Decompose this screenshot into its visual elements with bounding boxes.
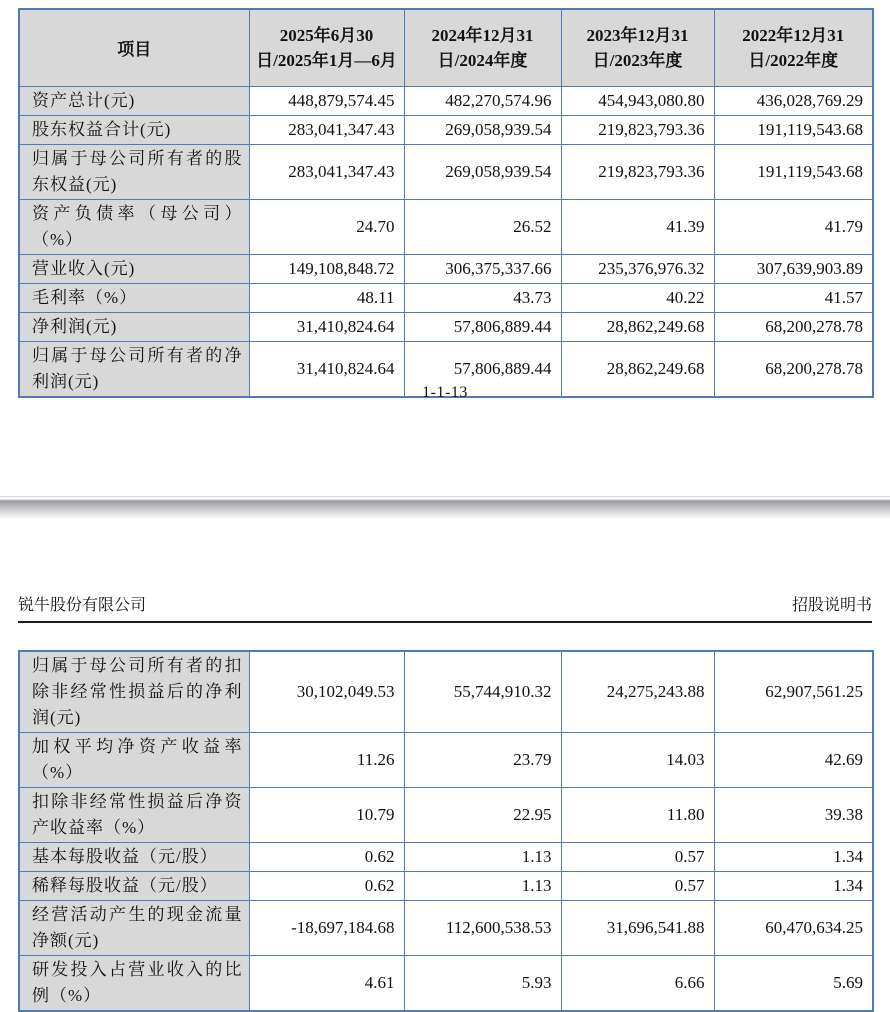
cell-value: 41.39 (561, 199, 714, 254)
cell-value: 269,058,939.54 (404, 144, 561, 199)
cell-value: 1.34 (714, 843, 873, 872)
table-row (19, 788, 873, 843)
table-row (19, 199, 873, 254)
cell-value: 57,806,889.44 (404, 341, 561, 397)
row-label: 归属于母公司所有者的净利润(元) (19, 341, 249, 397)
table-row (19, 115, 873, 144)
cell-value: 0.62 (249, 843, 404, 872)
cell-value: 14.03 (561, 733, 714, 788)
cell-value: 42.69 (714, 733, 873, 788)
financial-summary-table-part1 (18, 8, 874, 398)
page2-table-section (18, 650, 874, 1012)
cell-value: 269,058,939.54 (404, 115, 561, 144)
cell-value: 11.80 (561, 788, 714, 843)
table-row (19, 312, 873, 341)
cell-value: 39.38 (714, 788, 873, 843)
row-label: 归属于母公司所有者的股东权益(元) (19, 144, 249, 199)
cell-value: 235,376,976.32 (561, 254, 714, 283)
table-row (19, 843, 873, 872)
cell-value: 28,862,249.68 (561, 312, 714, 341)
row-label: 稀释每股收益（元/股） (19, 872, 249, 901)
cell-value: 1.13 (404, 843, 561, 872)
table-row (19, 254, 873, 283)
cell-value: 283,041,347.43 (249, 115, 404, 144)
cell-value: 112,600,538.53 (404, 901, 561, 956)
cell-value: 40.22 (561, 283, 714, 312)
document-type-label: 招股说明书 (791, 597, 872, 614)
cell-value: 62,907,561.25 (714, 651, 873, 733)
company-name: 锐牛股份有限公司 (18, 597, 147, 614)
cell-value: 306,375,337.66 (404, 254, 561, 283)
page-number: 1-1-13 (422, 384, 468, 401)
table-row (19, 86, 873, 115)
cell-value: 31,410,824.64 (249, 341, 404, 397)
cell-value: 6.66 (561, 956, 714, 1012)
cell-value: 0.57 (561, 872, 714, 901)
cell-value: -18,697,184.68 (249, 901, 404, 956)
table-row (19, 283, 873, 312)
header-cell-2023: 2023年12月31日/2023年度 (561, 9, 714, 86)
row-label: 资产负债率（母公司）（%） (19, 199, 249, 254)
table-row (19, 651, 873, 733)
cell-value: 191,119,543.68 (714, 115, 873, 144)
row-label: 股东权益合计(元) (19, 115, 249, 144)
table-row (19, 733, 873, 788)
cell-value: 23.79 (404, 733, 561, 788)
page-break-separator (0, 496, 890, 518)
table-row (19, 872, 873, 901)
cell-value: 26.52 (404, 199, 561, 254)
cell-value: 0.62 (249, 872, 404, 901)
row-label: 扣除非经常性损益后净资产收益率（%） (19, 788, 249, 843)
row-label: 研发投入占营业收入的比例（%） (19, 956, 249, 1012)
cell-value: 11.26 (249, 733, 404, 788)
cell-value: 24,275,243.88 (561, 651, 714, 733)
cell-value: 283,041,347.43 (249, 144, 404, 199)
cell-value: 41.79 (714, 199, 873, 254)
cell-value: 31,696,541.88 (561, 901, 714, 956)
cell-value: 48.11 (249, 283, 404, 312)
cell-value: 68,200,278.78 (714, 312, 873, 341)
cell-value: 41.57 (714, 283, 873, 312)
cell-value: 0.57 (561, 843, 714, 872)
cell-value: 191,119,543.68 (714, 144, 873, 199)
cell-value: 4.61 (249, 956, 404, 1012)
cell-value: 57,806,889.44 (404, 312, 561, 341)
cell-value: 219,823,793.36 (561, 144, 714, 199)
row-label: 基本每股收益（元/股） (19, 843, 249, 872)
cell-value: 219,823,793.36 (561, 115, 714, 144)
cell-value: 482,270,574.96 (404, 86, 561, 115)
financial-summary-table-part2 (18, 650, 874, 1012)
cell-value: 68,200,278.78 (714, 341, 873, 397)
page2-running-header (18, 592, 872, 623)
cell-value: 30,102,049.53 (249, 651, 404, 733)
header-cell-2022: 2022年12月31日/2022年度 (714, 9, 873, 86)
cell-value: 5.93 (404, 956, 561, 1012)
row-label: 归属于母公司所有者的扣除非经常性损益后的净利润(元) (19, 651, 249, 733)
cell-value: 1.34 (714, 872, 873, 901)
page1-table-section (18, 8, 874, 398)
cell-value: 55,744,910.32 (404, 651, 561, 733)
cell-value: 24.70 (249, 199, 404, 254)
table-row (19, 144, 873, 199)
cell-value: 5.69 (714, 956, 873, 1012)
cell-value: 1.13 (404, 872, 561, 901)
cell-value: 22.95 (404, 788, 561, 843)
table-header-row (19, 9, 873, 86)
cell-value: 307,639,903.89 (714, 254, 873, 283)
row-label: 毛利率（%） (19, 283, 249, 312)
header-cell-item: 项目 (19, 9, 249, 86)
cell-value: 28,862,249.68 (561, 341, 714, 397)
row-label: 资产总计(元) (19, 86, 249, 115)
table-row (19, 901, 873, 956)
row-label: 净利润(元) (19, 312, 249, 341)
header-cell-2025: 2025年6月30日/2025年1月—6月 (249, 9, 404, 86)
cell-value: 436,028,769.29 (714, 86, 873, 115)
header-cell-2024: 2024年12月31日/2024年度 (404, 9, 561, 86)
cell-value: 454,943,080.80 (561, 86, 714, 115)
cell-value: 448,879,574.45 (249, 86, 404, 115)
cell-value: 10.79 (249, 788, 404, 843)
row-label: 加权平均净资产收益率（%） (19, 733, 249, 788)
row-label: 经营活动产生的现金流量净额(元) (19, 901, 249, 956)
cell-value: 43.73 (404, 283, 561, 312)
row-label: 营业收入(元) (19, 254, 249, 283)
cell-value: 149,108,848.72 (249, 254, 404, 283)
cell-value: 60,470,634.25 (714, 901, 873, 956)
cell-value: 31,410,824.64 (249, 312, 404, 341)
